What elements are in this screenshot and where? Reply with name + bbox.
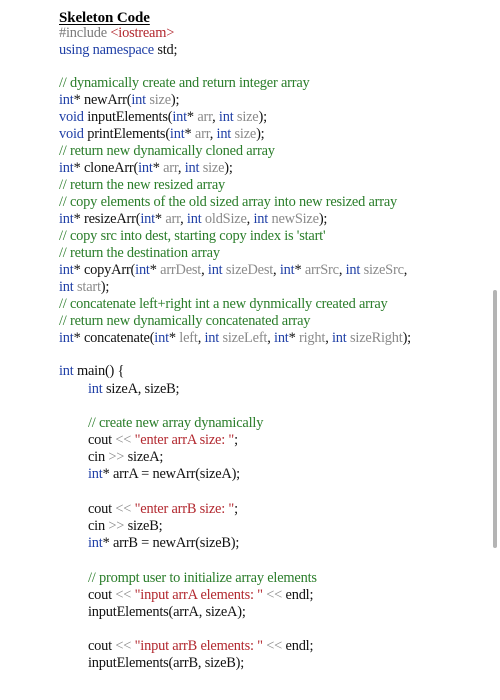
- code-token: std;: [157, 42, 178, 58]
- code-token: ,: [325, 330, 332, 346]
- code-token: <<: [266, 587, 283, 603]
- code-line: [59, 363, 124, 379]
- code-line: [88, 518, 162, 534]
- code-line: [88, 432, 238, 448]
- code-token: <iostream>: [110, 25, 175, 41]
- code-token: int: [59, 211, 74, 227]
- code-token: int: [279, 262, 295, 278]
- code-token: * copyArr(: [73, 262, 136, 278]
- code-token: ,: [246, 211, 254, 227]
- code-token: ,: [338, 262, 346, 278]
- code-token: void: [59, 126, 84, 142]
- code-token: // copy elements of the old sized array into new resized array: [59, 194, 398, 210]
- code-token: int: [207, 262, 223, 278]
- code-line: [88, 381, 179, 397]
- code-line: [88, 449, 163, 465]
- code-token: );: [256, 126, 265, 142]
- code-line: [59, 330, 411, 346]
- code-token: int: [131, 92, 146, 108]
- code-token: *: [294, 262, 305, 278]
- code-token: <<: [115, 501, 132, 517]
- code-token: ,: [201, 262, 208, 278]
- code-token: );: [100, 279, 110, 295]
- code-line: [59, 228, 325, 244]
- code-line: [59, 160, 233, 176]
- code-token: int: [59, 262, 74, 278]
- code-token: sizeA;: [124, 449, 164, 465]
- code-token: // prompt user to initialize array elements: [88, 570, 317, 586]
- code-token: int: [218, 109, 234, 125]
- code-token: arr: [163, 160, 178, 176]
- code-token: arrDest: [160, 262, 202, 278]
- code-line: [59, 75, 310, 91]
- code-token: // return new dynamically concatenated array: [59, 313, 311, 329]
- code-token: *: [152, 160, 164, 176]
- code-token: sizeA, sizeB;: [102, 381, 180, 397]
- code-token: >>: [108, 449, 125, 465]
- code-token: sizeDest: [222, 262, 274, 278]
- code-token: * arrA = newArr(sizeA);: [102, 466, 240, 482]
- code-token: int: [59, 279, 74, 295]
- code-token: ,: [403, 262, 408, 278]
- code-token: *: [288, 330, 300, 346]
- code-token: int: [216, 126, 232, 142]
- code-line: [59, 211, 327, 227]
- code-token: arr: [197, 109, 213, 125]
- code-token: * concatenate(: [73, 330, 155, 346]
- code-token: cout: [88, 501, 116, 517]
- code-line: [59, 126, 264, 142]
- code-token: left: [179, 330, 198, 346]
- code-token: <<: [266, 638, 283, 654]
- vertical-scrollbar[interactable]: [493, 290, 497, 548]
- code-token: sizeB;: [124, 518, 163, 534]
- code-token: * cloneArr(: [73, 160, 139, 176]
- code-token: ,: [212, 109, 219, 125]
- code-token: inputElements(arrB, sizeB);: [88, 655, 245, 671]
- code-token: "enter arrB size: ": [131, 501, 235, 517]
- code-token: "input arrB elements: ": [131, 638, 267, 654]
- code-token: arrSrc: [304, 262, 339, 278]
- code-token: int: [172, 109, 187, 125]
- code-token: ;: [234, 501, 238, 517]
- code-token: newSize: [268, 211, 319, 227]
- code-token: int: [345, 262, 361, 278]
- code-line: [59, 245, 220, 261]
- code-token: oldSize: [201, 211, 247, 227]
- code-line: [59, 296, 388, 312]
- code-token: int: [253, 211, 269, 227]
- code-token: int: [59, 92, 74, 108]
- code-token: *: [168, 330, 180, 346]
- code-token: sizeLeft: [219, 330, 268, 346]
- code-token: right: [299, 330, 326, 346]
- code-token: );: [402, 330, 411, 346]
- code-token: int: [204, 330, 220, 346]
- code-token: int: [169, 126, 185, 142]
- code-token: int: [59, 330, 74, 346]
- code-line: [88, 466, 240, 482]
- code-line: [88, 501, 238, 517]
- code-line: [59, 313, 310, 329]
- code-token: ,: [180, 211, 187, 227]
- code-token: #include: [59, 25, 111, 41]
- code-token: cin: [88, 449, 109, 465]
- code-token: ,: [209, 126, 217, 142]
- code-token: size: [233, 109, 259, 125]
- code-token: size: [199, 160, 225, 176]
- code-token: int: [184, 160, 200, 176]
- code-line: [88, 415, 263, 431]
- code-token: sizeSrc: [360, 262, 404, 278]
- code-token: start: [73, 279, 101, 295]
- code-line: [59, 25, 174, 41]
- code-token: inputElements(: [83, 109, 173, 125]
- code-token: "input arrA elements: ": [131, 587, 267, 603]
- code-token: );: [258, 109, 267, 125]
- code-token: arr: [194, 126, 210, 142]
- code-token: <<: [115, 638, 132, 654]
- code-token: >>: [108, 518, 125, 534]
- code-token: cin: [88, 518, 109, 534]
- code-line: [59, 143, 275, 159]
- code-line: [88, 655, 244, 671]
- code-line: [59, 109, 267, 125]
- code-token: arr: [165, 211, 181, 227]
- code-token: * newArr(: [73, 92, 132, 108]
- code-token: // concatenate left+right int a new dynmically created array: [59, 296, 388, 312]
- code-token: void: [59, 109, 84, 125]
- code-token: cout: [88, 587, 116, 603]
- code-token: // copy src into dest, starting copy index is 'start': [59, 228, 326, 244]
- code-token: using namespace: [59, 42, 158, 58]
- code-token: ,: [177, 160, 185, 176]
- code-token: int: [135, 262, 150, 278]
- code-line: [88, 535, 239, 551]
- code-token: cout: [88, 432, 116, 448]
- code-token: size: [145, 92, 171, 108]
- code-token: int: [88, 535, 103, 551]
- code-token: int: [88, 381, 103, 397]
- code-token: // return the new resized array: [59, 177, 226, 193]
- code-token: * arrB = newArr(sizeB);: [102, 535, 240, 551]
- code-token: ,: [273, 262, 280, 278]
- code-token: <<: [115, 587, 132, 603]
- code-token: );: [170, 92, 180, 108]
- code-token: // return new dynamically cloned array: [59, 143, 275, 159]
- code-token: *: [149, 262, 161, 278]
- code-token: * resizeArr(: [73, 211, 141, 227]
- code-token: ;: [234, 432, 238, 448]
- code-token: );: [318, 211, 328, 227]
- code-token: // dynamically create and return integer array: [59, 75, 310, 91]
- code-token: int: [59, 363, 74, 379]
- code-token: main() {: [73, 363, 125, 379]
- code-token: *: [184, 126, 195, 142]
- code-token: int: [154, 330, 169, 346]
- code-line: [59, 42, 177, 58]
- code-token: cout: [88, 638, 116, 654]
- code-token: endl;: [282, 587, 314, 603]
- code-line: [59, 262, 407, 278]
- code-token: int: [140, 211, 155, 227]
- code-token: int: [88, 466, 103, 482]
- code-token: ,: [197, 330, 205, 346]
- code-token: int: [59, 160, 74, 176]
- code-line: [88, 638, 313, 654]
- code-token: endl;: [282, 638, 314, 654]
- code-token: int: [138, 160, 153, 176]
- code-line: [88, 604, 246, 620]
- code-token: );: [224, 160, 233, 176]
- code-token: <<: [115, 432, 132, 448]
- code-token: ,: [267, 330, 275, 346]
- code-token: int: [332, 330, 347, 346]
- code-line: [59, 92, 179, 108]
- code-line: [59, 279, 109, 295]
- code-line: [88, 587, 313, 603]
- code-token: printElements(: [83, 126, 170, 142]
- code-line: [59, 177, 225, 193]
- code-token: *: [154, 211, 166, 227]
- code-token: sizeRight: [346, 330, 403, 346]
- code-line: [59, 194, 397, 210]
- code-token: // return the destination array: [59, 245, 220, 261]
- page-title: Skeleton Code: [59, 10, 150, 26]
- code-line: [88, 570, 317, 586]
- code-token: size: [231, 126, 257, 142]
- code-token: // create new array dynamically: [88, 415, 264, 431]
- code-token: *: [186, 109, 198, 125]
- code-token: int: [274, 330, 289, 346]
- code-token: inputElements(arrA, sizeA);: [88, 604, 246, 620]
- code-token: int: [186, 211, 202, 227]
- code-token: "enter arrA size: ": [131, 432, 235, 448]
